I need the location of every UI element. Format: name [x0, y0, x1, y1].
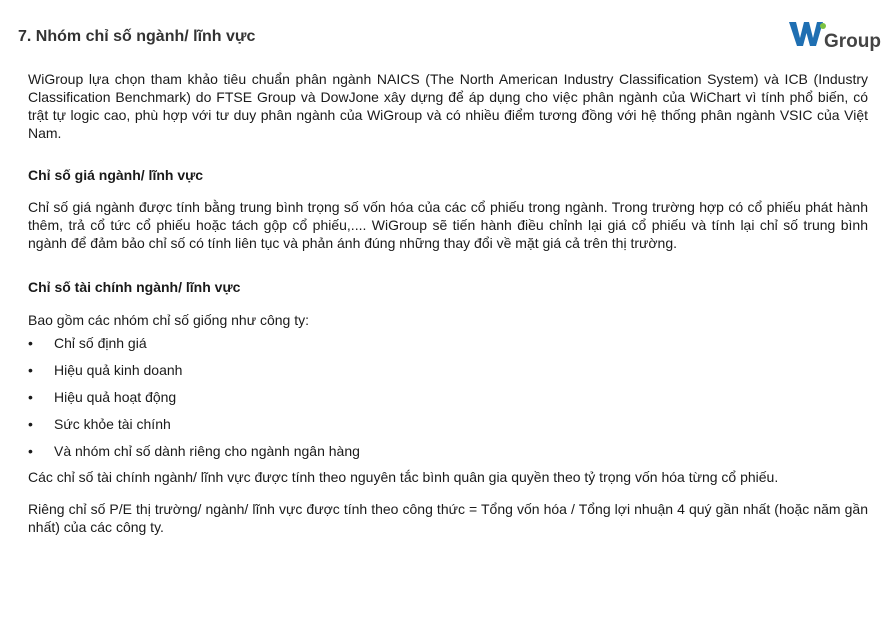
list-item: • Hiệu quả kinh doanh	[28, 362, 183, 378]
pe-formula-note: Riêng chỉ số P/E thị trường/ ngành/ lĩnh vực được tính theo công thức = Tổng vốn hóa / Tổng lợi nhuận 4 quý gần nhất (hoặc năm gần nhất) của các công ty.	[28, 501, 868, 535]
weighting-note: Các chỉ số tài chính ngành/ lĩnh vực được tính theo nguyên tắc bình quân gia quyền theo tỷ trọng vốn hóa từng cổ phiếu.	[28, 469, 779, 485]
intro-paragraph: WiGroup lựa chọn tham khảo tiêu chuẩn phân ngành NAICS (The North American Industry Classification System) và ICB (Industry Classification Benchmark) do FTSE Group và DowJone xây dựng để áp dụng cho việc phân ngành của WiChart vì tính phổ biến, có trật tự logic cao, phù hợp với tư duy phân ngành của WiGroup và có nhiều điểm tương đồng với hệ thống phân ngành VSIC của Việt Nam.	[28, 71, 868, 141]
price-index-paragraph: Chỉ số giá ngành được tính bằng trung bình trọng số vốn hóa của các cổ phiếu trong ngành. Trong trường hợp có cổ phiếu phát hành thêm, trả cổ tức cổ phiếu hoặc tách gộp cổ phiếu,.... WiGroup sẽ tiến hành điều chỉnh lại giá cổ phiếu và tính lại chỉ số trung bình ngành để đảm bảo chỉ số có tính liên tục và phản ánh đúng những thay đổi về mặt giá cả trên thị trường.	[28, 199, 868, 251]
bullet-icon: •	[28, 389, 33, 405]
bullet-icon: •	[28, 362, 33, 378]
financial-index-list	[28, 334, 868, 469]
wigroup-logo	[787, 18, 883, 54]
list-item: • Và nhóm chỉ số dành riêng cho ngành ngân hàng	[28, 443, 360, 459]
bullet-icon: •	[28, 335, 33, 351]
financial-index-lead: Bao gồm các nhóm chỉ số giống như công ty:	[28, 312, 309, 328]
price-index-heading: Chỉ số giá ngành/ lĩnh vực	[28, 167, 204, 183]
bullet-icon: •	[28, 416, 33, 432]
list-item: • Sức khỏe tài chính	[28, 416, 171, 432]
list-item: • Chỉ số định giá	[28, 335, 147, 351]
logo-w-mark	[789, 22, 823, 46]
document-body	[28, 70, 868, 536]
bullet-icon: •	[28, 443, 33, 459]
logo-text: Group	[824, 31, 881, 52]
list-item: • Hiệu quả hoạt động	[28, 389, 177, 405]
logo-graphic	[787, 18, 883, 54]
financial-index-heading: Chỉ số tài chính ngành/ lĩnh vực	[28, 279, 241, 295]
page-title: 7. Nhóm chỉ số ngành/ lĩnh vực	[18, 28, 256, 45]
logo-dot	[820, 23, 826, 29]
